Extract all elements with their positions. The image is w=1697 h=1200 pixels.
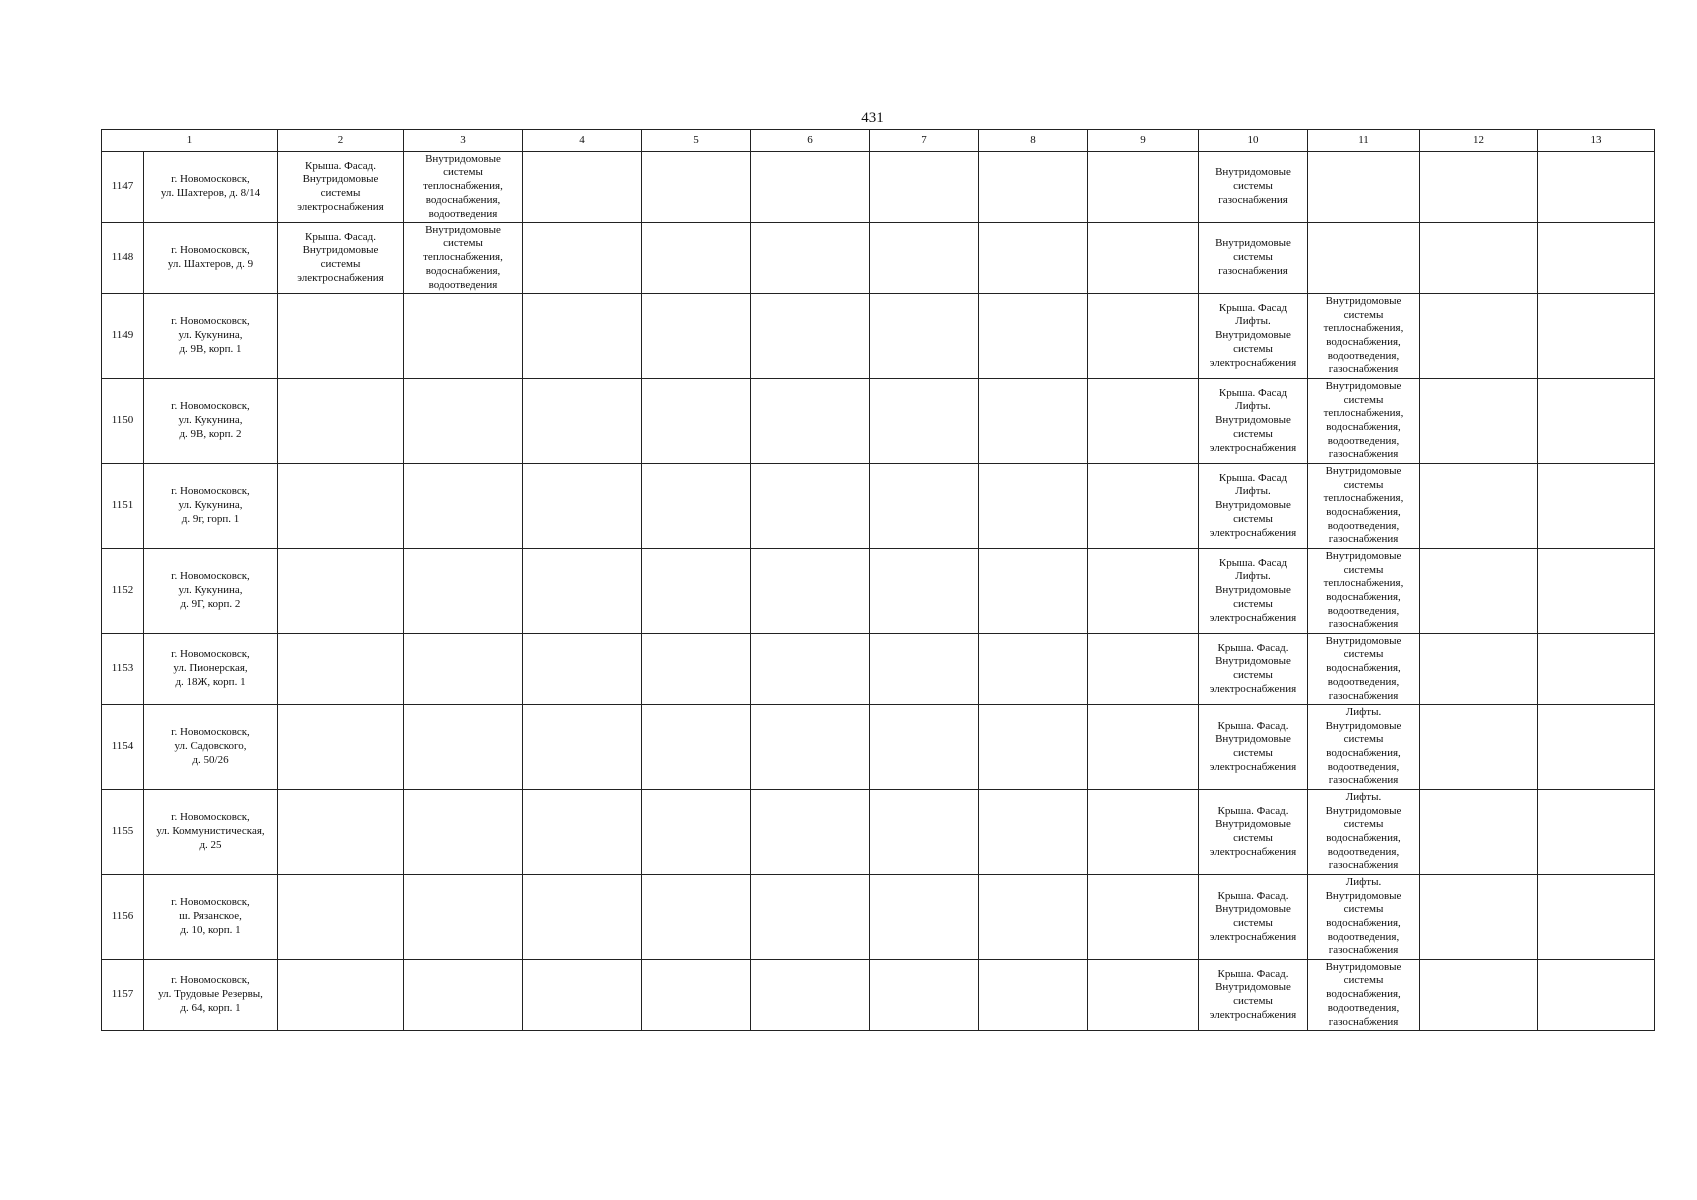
column-header-8: 8 [979, 130, 1088, 152]
col-4-cell [523, 294, 642, 379]
col-10-cell: Крыша. Фасад. Внутридомовые системы электроснабжения [1199, 875, 1308, 960]
col-13-cell [1538, 705, 1655, 790]
row-number-cell: 1155 [102, 790, 144, 875]
col-6-cell [751, 705, 870, 790]
col-4-cell [523, 705, 642, 790]
col-12-cell [1420, 464, 1538, 549]
col-3-cell [404, 379, 523, 464]
col-4-cell [523, 875, 642, 960]
table-row [102, 464, 1655, 549]
col-4-cell [523, 960, 642, 1031]
address-cell: г. Новомосковск, ул. Коммунистическая, д. 25 [144, 790, 278, 875]
col-10-cell: Крыша. Фасад Лифты. Внутридомовые системы электроснабжения [1199, 294, 1308, 379]
col-8-cell [979, 464, 1088, 549]
col-11-cell: Внутридомовые системы теплоснабжения, водоснабжения, водоотведения, газоснабжения [1308, 294, 1420, 379]
col-8-cell [979, 152, 1088, 223]
col-8-cell [979, 790, 1088, 875]
col-13-cell [1538, 790, 1655, 875]
col-8-cell [979, 875, 1088, 960]
col-3-cell [404, 705, 523, 790]
address-cell: г. Новомосковск, ул. Шахтеров, д. 9 [144, 223, 278, 294]
col-5-cell [642, 549, 751, 634]
col-11-cell: Внутридомовые системы водоснабжения, водоотведения, газоснабжения [1308, 960, 1420, 1031]
col-4-cell [523, 790, 642, 875]
col-11-cell: Лифты. Внутридомовые системы водоснабжения, водоотведения, газоснабжения [1308, 705, 1420, 790]
col-2-cell [278, 549, 404, 634]
col-12-cell [1420, 223, 1538, 294]
col-12-cell [1420, 152, 1538, 223]
col-8-cell [979, 634, 1088, 705]
col-10-cell: Крыша. Фасад Лифты. Внутридомовые системы электроснабжения [1199, 549, 1308, 634]
table-row [102, 379, 1655, 464]
col-6-cell [751, 464, 870, 549]
col-7-cell [870, 379, 979, 464]
col-11-cell: Лифты. Внутридомовые системы водоснабжения, водоотведения, газоснабжения [1308, 790, 1420, 875]
col-2-cell [278, 294, 404, 379]
col-13-cell [1538, 152, 1655, 223]
col-6-cell [751, 790, 870, 875]
col-7-cell [870, 294, 979, 379]
address-cell: г. Новомосковск, ул. Пионерская, д. 18Ж, корп. 1 [144, 634, 278, 705]
col-12-cell [1420, 790, 1538, 875]
address-cell: г. Новомосковск, ул. Трудовые Резервы, д. 64, корп. 1 [144, 960, 278, 1031]
col-6-cell [751, 634, 870, 705]
col-2-cell [278, 464, 404, 549]
col-2-cell [278, 705, 404, 790]
col-6-cell [751, 223, 870, 294]
col-10-cell: Крыша. Фасад Лифты. Внутридомовые системы электроснабжения [1199, 379, 1308, 464]
col-2-cell [278, 960, 404, 1031]
col-7-cell [870, 790, 979, 875]
page-number: 431 [861, 110, 884, 126]
col-10-cell: Крыша. Фасад. Внутридомовые системы электроснабжения [1199, 634, 1308, 705]
row-number-cell: 1156 [102, 875, 144, 960]
col-11-cell: Внутридомовые системы теплоснабжения, водоснабжения, водоотведения, газоснабжения [1308, 379, 1420, 464]
col-9-cell [1088, 152, 1199, 223]
table-row [102, 634, 1655, 705]
col-12-cell [1420, 960, 1538, 1031]
column-header-9: 9 [1088, 130, 1199, 152]
column-header-7: 7 [870, 130, 979, 152]
col-9-cell [1088, 960, 1199, 1031]
column-header-1: 1 [102, 130, 278, 152]
repair-schedule-table [101, 129, 1655, 1031]
col-13-cell [1538, 464, 1655, 549]
table-row [102, 875, 1655, 960]
row-number-cell: 1154 [102, 705, 144, 790]
col-6-cell [751, 875, 870, 960]
col-10-cell: Крыша. Фасад. Внутридомовые системы электроснабжения [1199, 960, 1308, 1031]
col-9-cell [1088, 875, 1199, 960]
col-8-cell [979, 223, 1088, 294]
col-11-cell: Лифты. Внутридомовые системы водоснабжения, водоотведения, газоснабжения [1308, 875, 1420, 960]
col-5-cell [642, 152, 751, 223]
column-header-6: 6 [751, 130, 870, 152]
col-4-cell [523, 464, 642, 549]
col-2-cell [278, 875, 404, 960]
col-13-cell [1538, 960, 1655, 1031]
row-number-cell: 1157 [102, 960, 144, 1031]
col-11-cell: Внутридомовые системы водоснабжения, водоотведения, газоснабжения [1308, 634, 1420, 705]
table-row [102, 790, 1655, 875]
col-8-cell [979, 294, 1088, 379]
row-number-cell: 1152 [102, 549, 144, 634]
address-cell: г. Новомосковск, ш. Рязанское, д. 10, корп. 1 [144, 875, 278, 960]
col-12-cell [1420, 294, 1538, 379]
col-4-cell [523, 223, 642, 294]
address-cell: г. Новомосковск, ул. Кукунина, д. 9В, корп. 1 [144, 294, 278, 379]
table-body [102, 152, 1655, 1031]
address-cell: г. Новомосковск, ул. Кукунина, д. 9В, корп. 2 [144, 379, 278, 464]
col-4-cell [523, 634, 642, 705]
table-header-row [102, 130, 1655, 152]
column-header-12: 12 [1420, 130, 1538, 152]
col-13-cell [1538, 549, 1655, 634]
col-5-cell [642, 705, 751, 790]
col-5-cell [642, 634, 751, 705]
col-11-cell: Внутридомовые системы теплоснабжения, водоснабжения, водоотведения, газоснабжения [1308, 464, 1420, 549]
address-cell: г. Новомосковск, ул. Садовского, д. 50/26 [144, 705, 278, 790]
column-header-11: 11 [1308, 130, 1420, 152]
col-8-cell [979, 379, 1088, 464]
column-header-2: 2 [278, 130, 404, 152]
table-row [102, 152, 1655, 223]
col-9-cell [1088, 464, 1199, 549]
col-10-cell: Крыша. Фасад Лифты. Внутридомовые системы электроснабжения [1199, 464, 1308, 549]
address-cell: г. Новомосковск, ул. Кукунина, д. 9Г, корп. 2 [144, 549, 278, 634]
col-6-cell [751, 379, 870, 464]
column-header-3: 3 [404, 130, 523, 152]
col-3-cell [404, 634, 523, 705]
col-12-cell [1420, 634, 1538, 705]
col-9-cell [1088, 379, 1199, 464]
col-5-cell [642, 875, 751, 960]
col-5-cell [642, 960, 751, 1031]
col-13-cell [1538, 379, 1655, 464]
col-6-cell [751, 960, 870, 1031]
col-3-cell [404, 960, 523, 1031]
table-row [102, 960, 1655, 1031]
col-9-cell [1088, 549, 1199, 634]
row-number-cell: 1153 [102, 634, 144, 705]
col-2-cell [278, 790, 404, 875]
address-cell: г. Новомосковск, ул. Кукунина, д. 9г, горп. 1 [144, 464, 278, 549]
col-7-cell [870, 223, 979, 294]
col-11-cell: Внутридомовые системы теплоснабжения, водоснабжения, водоотведения, газоснабжения [1308, 549, 1420, 634]
col-4-cell [523, 549, 642, 634]
col-9-cell [1088, 705, 1199, 790]
col-3-cell: Внутридомовые системы теплоснабжения, водоснабжения, водоотведения [404, 152, 523, 223]
row-number-cell: 1149 [102, 294, 144, 379]
col-6-cell [751, 549, 870, 634]
col-7-cell [870, 705, 979, 790]
col-7-cell [870, 152, 979, 223]
row-number-cell: 1150 [102, 379, 144, 464]
col-5-cell [642, 294, 751, 379]
address-cell: г. Новомосковск, ул. Шахтеров, д. 8/14 [144, 152, 278, 223]
col-8-cell [979, 705, 1088, 790]
col-10-cell: Внутридомовые системы газоснабжения [1199, 152, 1308, 223]
col-7-cell [870, 549, 979, 634]
col-9-cell [1088, 294, 1199, 379]
table-row [102, 294, 1655, 379]
col-8-cell [979, 960, 1088, 1031]
col-3-cell [404, 875, 523, 960]
col-9-cell [1088, 634, 1199, 705]
col-10-cell: Крыша. Фасад. Внутридомовые системы электроснабжения [1199, 705, 1308, 790]
column-header-10: 10 [1199, 130, 1308, 152]
col-8-cell [979, 549, 1088, 634]
col-2-cell: Крыша. Фасад. Внутридомовые системы электроснабжения [278, 152, 404, 223]
table-row [102, 223, 1655, 294]
col-7-cell [870, 634, 979, 705]
col-7-cell [870, 875, 979, 960]
col-5-cell [642, 464, 751, 549]
row-number-cell: 1148 [102, 223, 144, 294]
col-9-cell [1088, 790, 1199, 875]
col-2-cell: Крыша. Фасад. Внутридомовые системы электроснабжения [278, 223, 404, 294]
col-3-cell [404, 790, 523, 875]
col-7-cell [870, 960, 979, 1031]
col-12-cell [1420, 875, 1538, 960]
col-3-cell [404, 464, 523, 549]
col-5-cell [642, 223, 751, 294]
row-number-cell: 1151 [102, 464, 144, 549]
col-10-cell: Внутридомовые системы газоснабжения [1199, 223, 1308, 294]
col-7-cell [870, 464, 979, 549]
column-header-5: 5 [642, 130, 751, 152]
col-5-cell [642, 379, 751, 464]
col-11-cell [1308, 152, 1420, 223]
column-header-13: 13 [1538, 130, 1655, 152]
col-4-cell [523, 152, 642, 223]
column-header-4: 4 [523, 130, 642, 152]
col-11-cell [1308, 223, 1420, 294]
col-3-cell [404, 294, 523, 379]
col-13-cell [1538, 223, 1655, 294]
col-12-cell [1420, 549, 1538, 634]
col-4-cell [523, 379, 642, 464]
table-row [102, 549, 1655, 634]
col-13-cell [1538, 294, 1655, 379]
col-5-cell [642, 790, 751, 875]
col-12-cell [1420, 705, 1538, 790]
col-2-cell [278, 379, 404, 464]
col-3-cell [404, 549, 523, 634]
col-13-cell [1538, 875, 1655, 960]
col-9-cell [1088, 223, 1199, 294]
col-3-cell: Внутридомовые системы теплоснабжения, водоснабжения, водоотведения [404, 223, 523, 294]
col-10-cell: Крыша. Фасад. Внутридомовые системы электроснабжения [1199, 790, 1308, 875]
col-12-cell [1420, 379, 1538, 464]
col-6-cell [751, 152, 870, 223]
col-6-cell [751, 294, 870, 379]
row-number-cell: 1147 [102, 152, 144, 223]
col-2-cell [278, 634, 404, 705]
col-13-cell [1538, 634, 1655, 705]
table-row [102, 705, 1655, 790]
